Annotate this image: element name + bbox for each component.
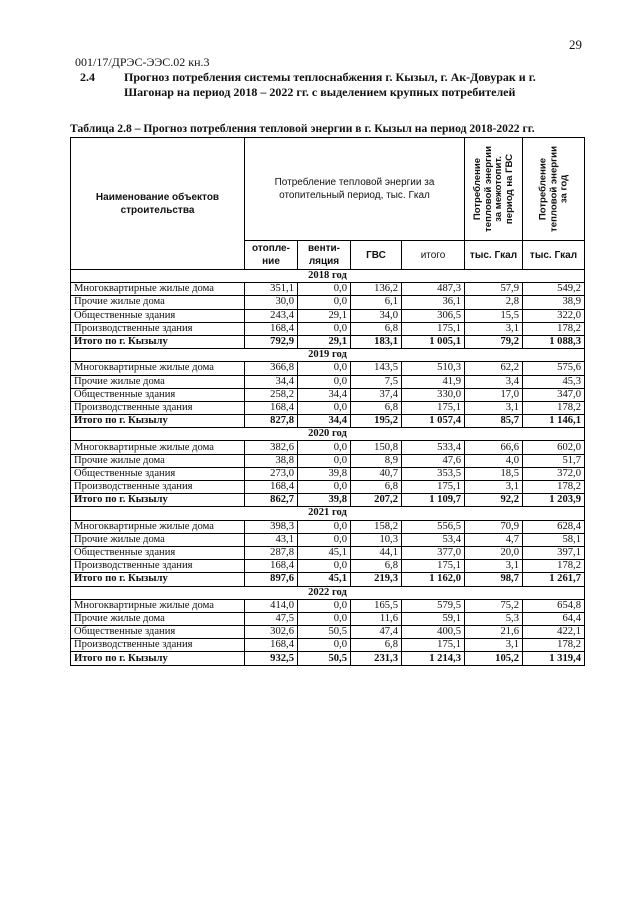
value-cell: 45,1 [298, 546, 351, 559]
value-cell: 6,8 [351, 322, 402, 335]
object-name: Прочие жилые дома [71, 296, 245, 309]
value-cell: 897,6 [245, 573, 298, 586]
value-cell: 400,5 [402, 626, 465, 639]
value-cell: 219,3 [351, 573, 402, 586]
value-cell: 6,8 [351, 639, 402, 652]
object-name: Производственные здания [71, 481, 245, 494]
year-label: 2022 год [71, 586, 585, 599]
value-cell: 862,7 [245, 494, 298, 507]
value-cell: 178,2 [523, 560, 585, 573]
value-cell: 3,1 [465, 639, 523, 652]
value-cell: 47,4 [351, 626, 402, 639]
table-row [71, 639, 585, 652]
value-cell: 377,0 [402, 546, 465, 559]
value-cell: 3,4 [465, 375, 523, 388]
year-label: 2021 год [71, 507, 585, 520]
value-cell: 414,0 [245, 599, 298, 612]
value-cell: 0,0 [298, 599, 351, 612]
value-cell: 0,0 [298, 375, 351, 388]
value-cell: 1 203,9 [523, 494, 585, 507]
value-cell: 0,0 [298, 481, 351, 494]
header-interheating-gvs [465, 138, 523, 241]
value-cell: 36,1 [402, 296, 465, 309]
table-row [71, 533, 585, 546]
value-cell: 75,2 [465, 599, 523, 612]
object-name: Производственные здания [71, 560, 245, 573]
value-cell: 34,4 [298, 388, 351, 401]
value-cell: 0,0 [298, 296, 351, 309]
year-header-row [71, 507, 585, 520]
table-row [71, 362, 585, 375]
total-row [71, 335, 585, 348]
object-name: Прочие жилые дома [71, 375, 245, 388]
value-cell: 11,6 [351, 612, 402, 625]
value-cell: 17,0 [465, 388, 523, 401]
value-cell: 178,2 [523, 481, 585, 494]
value-cell: 136,2 [351, 283, 402, 296]
value-cell: 50,5 [298, 652, 351, 665]
value-cell: 37,4 [351, 388, 402, 401]
object-name: Прочие жилые дома [71, 454, 245, 467]
value-cell: 628,4 [523, 520, 585, 533]
value-cell: 6,8 [351, 401, 402, 414]
value-cell: 105,2 [465, 652, 523, 665]
value-cell: 5,3 [465, 612, 523, 625]
value-cell: 533,4 [402, 441, 465, 454]
table-row [71, 467, 585, 480]
table-row [71, 401, 585, 414]
value-cell: 158,2 [351, 520, 402, 533]
object-name: Многоквартирные жилые дома [71, 441, 245, 454]
value-cell: 58,1 [523, 533, 585, 546]
value-cell: 45,3 [523, 375, 585, 388]
value-cell: 0,0 [298, 560, 351, 573]
value-cell: 0,0 [298, 454, 351, 467]
value-cell: 366,8 [245, 362, 298, 375]
value-cell: 0,0 [298, 441, 351, 454]
value-cell: 827,8 [245, 415, 298, 428]
total-label: Итого по г. Кызылу [71, 335, 245, 348]
value-cell: 15,5 [465, 309, 523, 322]
value-cell: 1 088,3 [523, 335, 585, 348]
value-cell: 322,0 [523, 309, 585, 322]
value-cell: 53,4 [402, 533, 465, 546]
object-name: Общественные здания [71, 388, 245, 401]
object-name: Прочие жилые дома [71, 612, 245, 625]
object-name: Многоквартирные жилые дома [71, 520, 245, 533]
value-cell: 57,9 [465, 283, 523, 296]
value-cell: 1 261,7 [523, 573, 585, 586]
value-cell: 231,3 [351, 652, 402, 665]
value-cell: 1 146,1 [523, 415, 585, 428]
total-label: Итого по г. Кызылу [71, 494, 245, 507]
total-row [71, 573, 585, 586]
value-cell: 792,9 [245, 335, 298, 348]
document-code: 001/17/ДРЭС-ЭЭС.02 кн.3 [75, 55, 210, 69]
value-cell: 50,5 [298, 626, 351, 639]
value-cell: 41,9 [402, 375, 465, 388]
table-row [71, 560, 585, 573]
value-cell: 10,3 [351, 533, 402, 546]
value-cell: 30,0 [245, 296, 298, 309]
header-annual-consumption [523, 138, 585, 241]
year-label: 2018 год [71, 270, 585, 283]
value-cell: 59,1 [402, 612, 465, 625]
value-cell: 38,9 [523, 296, 585, 309]
consumption-table [70, 137, 585, 666]
value-cell: 602,0 [523, 441, 585, 454]
section-title: Прогноз потребления системы теплоснабжения г. Кызыл, г. Ак-Довурак и г. Шагонар на период 2018 – 2022 гг. с выделением крупных потребителей [124, 70, 536, 99]
header-interheating-gvs-text: Потребление тепловой энергии за межотопит. период на ГВС [471, 146, 514, 232]
year-header-row [71, 349, 585, 362]
value-cell: 0,0 [298, 520, 351, 533]
value-cell: 47,5 [245, 612, 298, 625]
table-row [71, 283, 585, 296]
value-cell: 398,3 [245, 520, 298, 533]
value-cell: 243,4 [245, 309, 298, 322]
object-name: Общественные здания [71, 309, 245, 322]
value-cell: 0,0 [298, 533, 351, 546]
value-cell: 1 057,4 [402, 415, 465, 428]
subheader-ventilation: венти-ляция [298, 241, 351, 270]
value-cell: 6,1 [351, 296, 402, 309]
value-cell: 382,6 [245, 441, 298, 454]
value-cell: 39,8 [298, 467, 351, 480]
value-cell: 168,4 [245, 481, 298, 494]
total-label: Итого по г. Кызылу [71, 652, 245, 665]
value-cell: 165,5 [351, 599, 402, 612]
table-row [71, 309, 585, 322]
value-cell: 8,9 [351, 454, 402, 467]
value-cell: 98,7 [465, 573, 523, 586]
value-cell: 47,6 [402, 454, 465, 467]
value-cell: 1 005,1 [402, 335, 465, 348]
value-cell: 175,1 [402, 481, 465, 494]
value-cell: 549,2 [523, 283, 585, 296]
value-cell: 1 109,7 [402, 494, 465, 507]
value-cell: 0,0 [298, 612, 351, 625]
object-name: Производственные здания [71, 639, 245, 652]
value-cell: 306,5 [402, 309, 465, 322]
value-cell: 4,0 [465, 454, 523, 467]
value-cell: 575,6 [523, 362, 585, 375]
table-row [71, 626, 585, 639]
value-cell: 85,7 [465, 415, 523, 428]
value-cell: 178,2 [523, 322, 585, 335]
value-cell: 70,9 [465, 520, 523, 533]
value-cell: 353,5 [402, 467, 465, 480]
value-cell: 347,0 [523, 388, 585, 401]
value-cell: 1 162,0 [402, 573, 465, 586]
total-row [71, 652, 585, 665]
value-cell: 273,0 [245, 467, 298, 480]
object-name: Многоквартирные жилые дома [71, 599, 245, 612]
value-cell: 34,0 [351, 309, 402, 322]
year-label: 2020 год [71, 428, 585, 441]
value-cell: 66,6 [465, 441, 523, 454]
value-cell: 168,4 [245, 560, 298, 573]
object-name: Общественные здания [71, 626, 245, 639]
value-cell: 20,0 [465, 546, 523, 559]
value-cell: 556,5 [402, 520, 465, 533]
value-cell: 178,2 [523, 401, 585, 414]
value-cell: 1 214,3 [402, 652, 465, 665]
value-cell: 38,8 [245, 454, 298, 467]
object-name: Производственные здания [71, 322, 245, 335]
value-cell: 372,0 [523, 467, 585, 480]
value-cell: 175,1 [402, 401, 465, 414]
subheader-unit-interheating: тыс. Гкал [465, 241, 523, 270]
value-cell: 34,4 [245, 375, 298, 388]
table-row [71, 520, 585, 533]
total-label: Итого по г. Кызылу [71, 415, 245, 428]
value-cell: 40,7 [351, 467, 402, 480]
table-row [71, 375, 585, 388]
value-cell: 287,8 [245, 546, 298, 559]
total-row [71, 494, 585, 507]
value-cell: 207,2 [351, 494, 402, 507]
year-header-row [71, 270, 585, 283]
total-label: Итого по г. Кызылу [71, 573, 245, 586]
table-row [71, 481, 585, 494]
subheader-unit-annual: тыс. Гкал [523, 241, 585, 270]
total-row [71, 415, 585, 428]
year-header-row [71, 586, 585, 599]
table-caption: Таблица 2.8 – Прогноз потребления тепловой энергии в г. Кызыл на период 2018-2022 гг. [70, 122, 535, 135]
value-cell: 3,1 [465, 481, 523, 494]
value-cell: 654,8 [523, 599, 585, 612]
value-cell: 0,0 [298, 362, 351, 375]
value-cell: 150,8 [351, 441, 402, 454]
value-cell: 29,1 [298, 335, 351, 348]
value-cell: 0,0 [298, 639, 351, 652]
header-object-name: Наименование объектов строительства [71, 138, 245, 270]
object-name: Многоквартирные жилые дома [71, 283, 245, 296]
value-cell: 34,4 [298, 415, 351, 428]
value-cell: 29,1 [298, 309, 351, 322]
value-cell: 351,1 [245, 283, 298, 296]
value-cell: 175,1 [402, 560, 465, 573]
value-cell: 258,2 [245, 388, 298, 401]
table-row [71, 388, 585, 401]
value-cell: 175,1 [402, 322, 465, 335]
value-cell: 183,1 [351, 335, 402, 348]
value-cell: 168,4 [245, 639, 298, 652]
year-label: 2019 год [71, 349, 585, 362]
value-cell: 175,1 [402, 639, 465, 652]
value-cell: 0,0 [298, 283, 351, 296]
value-cell: 178,2 [523, 639, 585, 652]
year-header-row [71, 428, 585, 441]
value-cell: 932,5 [245, 652, 298, 665]
object-name: Общественные здания [71, 546, 245, 559]
table-header-row [71, 138, 585, 241]
page-number: 29 [569, 37, 582, 52]
value-cell: 302,6 [245, 626, 298, 639]
value-cell: 64,4 [523, 612, 585, 625]
value-cell: 330,0 [402, 388, 465, 401]
value-cell: 7,5 [351, 375, 402, 388]
table-row [71, 296, 585, 309]
table-row [71, 546, 585, 559]
value-cell: 18,5 [465, 467, 523, 480]
value-cell: 168,4 [245, 401, 298, 414]
value-cell: 92,2 [465, 494, 523, 507]
value-cell: 39,8 [298, 494, 351, 507]
table-row [71, 612, 585, 625]
table-row [71, 454, 585, 467]
value-cell: 1 319,4 [523, 652, 585, 665]
value-cell: 51,7 [523, 454, 585, 467]
value-cell: 168,4 [245, 322, 298, 335]
header-annual-consumption-text: Потребление тепловой энергии за год [536, 146, 569, 232]
value-cell: 62,2 [465, 362, 523, 375]
value-cell: 21,6 [465, 626, 523, 639]
table-row [71, 441, 585, 454]
object-name: Производственные здания [71, 401, 245, 414]
subheader-gvs: ГВС [351, 241, 402, 270]
value-cell: 45,1 [298, 573, 351, 586]
subheader-total: итого [402, 241, 465, 270]
value-cell: 79,2 [465, 335, 523, 348]
value-cell: 6,8 [351, 560, 402, 573]
value-cell: 0,0 [298, 401, 351, 414]
value-cell: 422,1 [523, 626, 585, 639]
value-cell: 43,1 [245, 533, 298, 546]
value-cell: 3,1 [465, 401, 523, 414]
value-cell: 3,1 [465, 560, 523, 573]
value-cell: 143,5 [351, 362, 402, 375]
header-consumption-period: Потребление тепловой энергии за отопительный период, тыс. Гкал [245, 138, 465, 241]
object-name: Общественные здания [71, 467, 245, 480]
object-name: Прочие жилые дома [71, 533, 245, 546]
table-row [71, 322, 585, 335]
value-cell: 397,1 [523, 546, 585, 559]
value-cell: 579,5 [402, 599, 465, 612]
value-cell: 0,0 [298, 322, 351, 335]
value-cell: 44,1 [351, 546, 402, 559]
value-cell: 487,3 [402, 283, 465, 296]
value-cell: 195,2 [351, 415, 402, 428]
subheader-heating: отопле-ние [245, 241, 298, 270]
value-cell: 3,1 [465, 322, 523, 335]
value-cell: 510,3 [402, 362, 465, 375]
table-row [71, 599, 585, 612]
value-cell: 2,8 [465, 296, 523, 309]
object-name: Многоквартирные жилые дома [71, 362, 245, 375]
section-number: 2.4 [80, 70, 95, 84]
value-cell: 4,7 [465, 533, 523, 546]
value-cell: 6,8 [351, 481, 402, 494]
